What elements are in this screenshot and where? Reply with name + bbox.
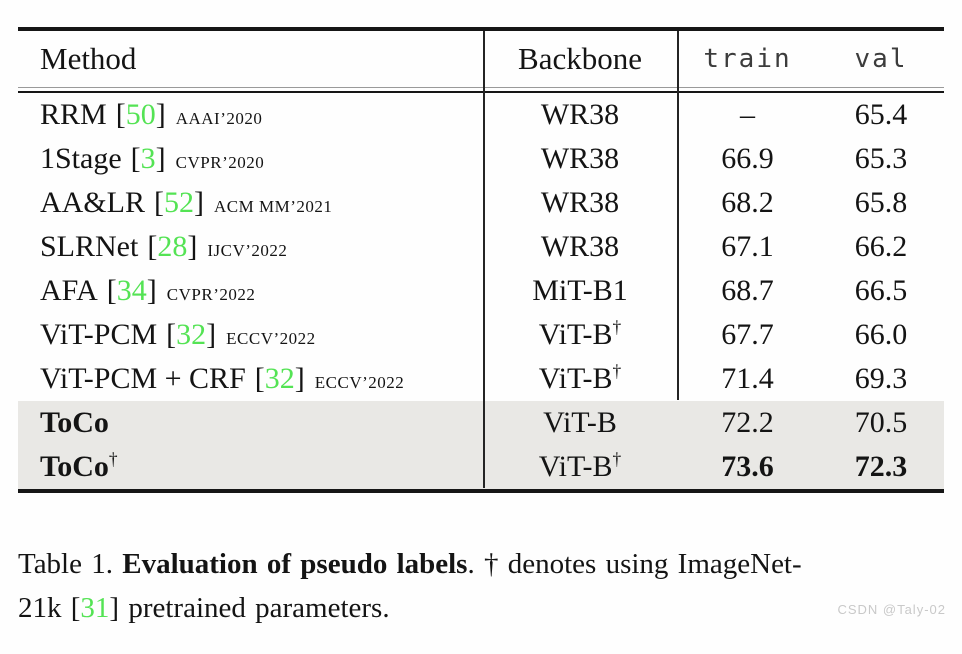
backbone-name: WR38	[540, 142, 620, 175]
cite-number: 28	[157, 230, 188, 263]
column-divider-backbone-scores	[677, 31, 679, 400]
cite-bracket-open: [	[166, 318, 177, 351]
header-val: val	[854, 44, 908, 74]
backbone-cell	[483, 142, 677, 176]
method-name: ToCo	[40, 450, 109, 483]
train-score-cell: 67.1	[721, 230, 774, 263]
backbone-cell	[483, 98, 677, 132]
results-table	[18, 27, 944, 493]
method-name: ViT-PCM + CRF	[40, 362, 246, 395]
header-backbone: Backbone	[518, 41, 642, 76]
backbone-name: WR38	[540, 230, 620, 263]
train-score-cell: 67.7	[721, 318, 774, 351]
cite-bracket-open: [	[147, 230, 158, 263]
table-row	[18, 269, 944, 313]
caption-title: Evaluation of pseudo labels	[122, 548, 468, 580]
method-name: RRM	[40, 98, 107, 131]
header-method: Method	[40, 41, 137, 76]
method-name: AA&LR	[40, 186, 145, 219]
backbone-name: ViT-B	[538, 450, 613, 483]
header-train: train	[703, 44, 792, 74]
method-name: AFA	[40, 274, 98, 307]
backbone-cell	[483, 230, 677, 264]
backbone-name: WR38	[540, 186, 620, 219]
val-score-cell: 65.3	[854, 142, 908, 175]
table-row	[18, 357, 944, 401]
method-name: SLRNet	[40, 230, 139, 263]
dagger-sup: †	[612, 317, 622, 337]
method-cell	[18, 406, 483, 440]
cite-number: 34	[116, 274, 147, 307]
method-cell	[18, 274, 483, 308]
cite-number: 32	[264, 362, 295, 395]
venue-label: ACM MM’2021	[214, 197, 333, 216]
cite-number: 32	[176, 318, 207, 351]
val-score-cell: 69.3	[854, 362, 908, 395]
cite-bracket-close: ]	[187, 230, 198, 263]
venue-label: IJCV’2022	[207, 241, 288, 260]
cite-bracket-close: ]	[294, 362, 305, 395]
method-cell	[18, 230, 483, 264]
cite-number: 52	[164, 186, 194, 219]
backbone-cell	[483, 362, 677, 396]
cite-bracket-open: [	[115, 98, 126, 131]
table-header-row	[18, 31, 944, 87]
backbone-name: ViT-B	[538, 318, 613, 351]
method-cell	[18, 450, 483, 484]
method-cell	[18, 362, 483, 396]
cite-bracket-open: [	[154, 186, 164, 219]
backbone-name: ViT-B	[538, 362, 613, 395]
val-score-cell: 65.4	[854, 98, 908, 131]
backbone-cell	[483, 318, 677, 352]
method-name: ToCo	[40, 406, 109, 439]
cite-bracket-close: ]	[206, 318, 217, 351]
dagger-sup: †	[108, 449, 118, 469]
table-body	[18, 93, 944, 489]
method-name: ViT-PCM	[40, 318, 158, 351]
table-row	[18, 93, 944, 137]
backbone-cell	[483, 450, 677, 484]
cite-bracket-close: ]	[155, 98, 166, 131]
venue-label: ECCV’2022	[314, 373, 405, 392]
train-score-cell: –	[740, 98, 755, 131]
method-cell	[18, 186, 483, 220]
train-score-cell: 66.9	[721, 142, 774, 175]
val-score-cell: 65.8	[854, 186, 908, 219]
backbone-cell	[483, 274, 677, 308]
venue-label: AAAI’2020	[175, 109, 263, 128]
table-row	[18, 181, 944, 225]
backbone-name: ViT-B	[543, 406, 617, 439]
cite-bracket-open: [	[106, 274, 117, 307]
table-row	[18, 313, 944, 357]
cite-bracket-close: ]	[155, 142, 166, 175]
venue-label: CVPR’2022	[166, 285, 256, 304]
backbone-cell	[483, 406, 677, 440]
table-bottom-rule	[18, 489, 944, 493]
caption-cite-bracket-close: ]	[109, 592, 120, 624]
cite-bracket-open: [	[254, 362, 265, 395]
train-score-cell: 71.4	[721, 362, 774, 395]
train-score-cell: 68.2	[721, 186, 774, 219]
val-score-cell: 66.5	[854, 274, 908, 307]
table-row	[18, 401, 944, 445]
caption-text-1: . † denotes using ImageNet-	[467, 548, 802, 580]
method-cell	[18, 98, 483, 132]
caption-text-2: 21k	[18, 592, 71, 624]
backbone-name: WR38	[540, 98, 620, 131]
venue-label: CVPR’2020	[175, 153, 265, 172]
csdn-watermark: CSDN @Taly-02	[837, 602, 946, 617]
val-score-cell: 66.0	[854, 318, 908, 351]
venue-label: ECCV’2022	[226, 329, 316, 348]
caption-text-3: pretrained parameters.	[119, 592, 390, 624]
backbone-name: MiT-B1	[532, 274, 628, 307]
method-name: 1Stage	[40, 142, 122, 175]
cite-bracket-close: ]	[194, 186, 204, 219]
dagger-sup: †	[612, 449, 622, 469]
dagger-sup: †	[612, 361, 622, 381]
cite-bracket-close: ]	[146, 274, 157, 307]
table-row	[18, 225, 944, 269]
val-score-cell: 72.3	[854, 450, 908, 483]
table-caption	[18, 542, 948, 630]
cite-bracket-open: [	[130, 142, 141, 175]
caption-label: Table 1.	[18, 548, 123, 580]
train-score-cell: 73.6	[721, 450, 774, 483]
table-row	[18, 445, 944, 489]
cite-number: 50	[125, 98, 156, 131]
caption-cite-number: 31	[80, 592, 110, 624]
val-score-cell: 70.5	[854, 406, 908, 439]
table-row	[18, 137, 944, 181]
train-score-cell: 68.7	[721, 274, 774, 307]
train-score-cell: 72.2	[721, 406, 774, 439]
method-cell	[18, 318, 483, 352]
column-divider-method-backbone	[483, 31, 485, 488]
caption-cite-bracket-open: [	[70, 592, 81, 624]
backbone-cell	[483, 186, 677, 220]
method-cell	[18, 142, 483, 176]
val-score-cell: 66.2	[854, 230, 908, 263]
cite-number: 3	[140, 142, 156, 175]
